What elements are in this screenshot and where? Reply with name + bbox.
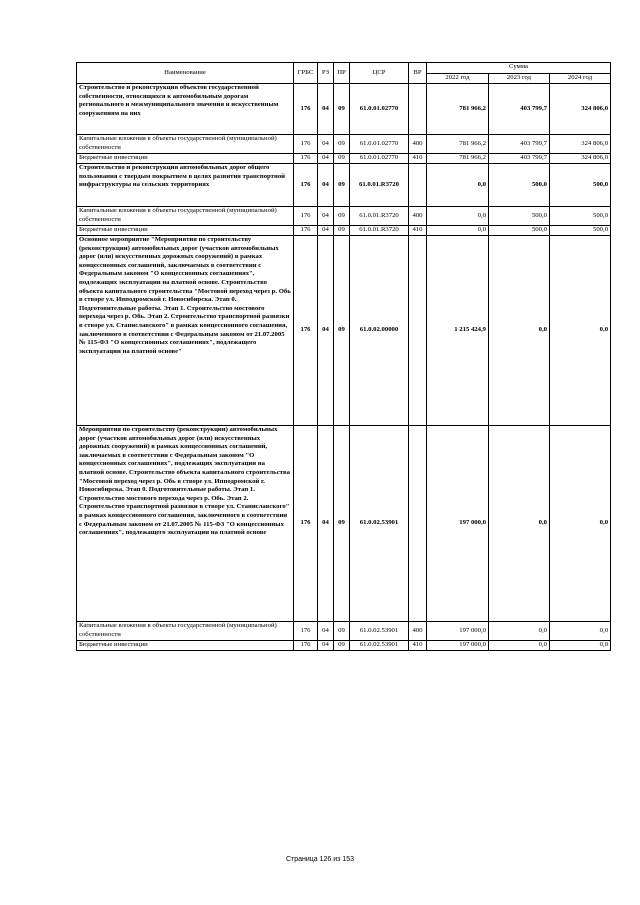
cell-rz: 04 <box>318 207 334 226</box>
table-row <box>77 622 611 641</box>
cell-2024: 0,0 <box>550 641 611 651</box>
col-header-vr: ВР <box>409 63 427 84</box>
cell-2023: 0,0 <box>489 426 550 622</box>
cell-pr: 09 <box>334 236 350 426</box>
cell-csr: 61.0.01.R3720 <box>350 207 409 226</box>
cell-pr: 09 <box>334 135 350 154</box>
cell-name: Бюджетные инвестиции <box>77 641 294 651</box>
cell-2023: 0,0 <box>489 236 550 426</box>
cell-rz: 04 <box>318 622 334 641</box>
cell-csr: 61.0.01.02770 <box>350 84 409 135</box>
cell-rz: 04 <box>318 236 334 426</box>
cell-2022: 197 000,0 <box>427 426 489 622</box>
cell-grbs: 176 <box>294 236 318 426</box>
cell-2023: 403 799,7 <box>489 154 550 164</box>
cell-2023: 500,0 <box>489 207 550 226</box>
cell-grbs: 176 <box>294 622 318 641</box>
cell-2022: 197 000,0 <box>427 622 489 641</box>
cell-grbs: 176 <box>294 135 318 154</box>
col-header-csr: ЦСР <box>350 63 409 84</box>
cell-2024: 324 806,0 <box>550 135 611 154</box>
cell-2022: 781 966,2 <box>427 135 489 154</box>
cell-vr <box>409 164 427 207</box>
cell-2023: 500,0 <box>489 226 550 236</box>
cell-vr: 410 <box>409 641 427 651</box>
cell-2023: 0,0 <box>489 641 550 651</box>
cell-grbs: 176 <box>294 154 318 164</box>
cell-name: Строительство и реконструкция автомобильных дорог общего пользования с твердым покрытием в целях развития транспортной инфраструктуры на сельских территориях <box>77 164 294 207</box>
cell-rz: 04 <box>318 164 334 207</box>
budget-table <box>76 62 611 651</box>
cell-rz: 04 <box>318 641 334 651</box>
cell-pr: 09 <box>334 622 350 641</box>
cell-2024: 500,0 <box>550 164 611 207</box>
cell-2024: 500,0 <box>550 207 611 226</box>
cell-2022: 0,0 <box>427 164 489 207</box>
cell-pr: 09 <box>334 426 350 622</box>
cell-vr <box>409 236 427 426</box>
cell-name: Строительство и реконструкция объектов государственной собственности, относящихся к автомобильным дорогам регионального и межмуниципального значения и искусственным сооружениям на них <box>77 84 294 135</box>
table-row <box>77 226 611 236</box>
cell-grbs: 176 <box>294 641 318 651</box>
table-row <box>77 207 611 226</box>
cell-vr: 410 <box>409 226 427 236</box>
cell-csr: 61.0.01.02770 <box>350 154 409 164</box>
cell-pr: 09 <box>334 84 350 135</box>
cell-2023: 403 799,7 <box>489 135 550 154</box>
cell-pr: 09 <box>334 207 350 226</box>
cell-csr: 61.0.02.00000 <box>350 236 409 426</box>
cell-name: Бюджетные инвестиции <box>77 154 294 164</box>
cell-pr: 09 <box>334 154 350 164</box>
cell-2024: 0,0 <box>550 236 611 426</box>
cell-2024: 0,0 <box>550 622 611 641</box>
cell-csr: 61.0.02.53901 <box>350 622 409 641</box>
cell-rz: 04 <box>318 226 334 236</box>
cell-name: Капитальные вложения в объекты государственной (муниципальной) собственности <box>77 135 294 154</box>
col-header-sum: Сумма <box>427 63 611 74</box>
cell-rz: 04 <box>318 426 334 622</box>
cell-vr <box>409 426 427 622</box>
cell-vr: 400 <box>409 207 427 226</box>
table-row <box>77 135 611 154</box>
cell-2024: 500,0 <box>550 226 611 236</box>
cell-name: Основное мероприятие "Мероприятия по строительству (реконструкции) автомобильных дорог (участков автомобильных дорог (или) искусственных дорожных сооружений) в рамках концессионных соглашений, заключаемых в соответствии с Федеральным законом "О концессионных соглашениях", подлежащих эксплуатации на платной основе. Строительство объекта капитального строительства "Мостовой переход через р. Обь в створе ул. Ипподромской г. Новосибирска. Этап 0. Подготовительные работы. Этап 1. Строительство мостового перехода через р. Обь. Этап 2. Строительство транспортной развязки в створе ул. Станиславского" в рамках концессионного соглашения, заключенного в соответствии с Федеральным законом от 21.07.2005 № 115-ФЗ "О концессионных соглашениях", подлежащего эксплуатации на платной основе" <box>77 236 294 426</box>
cell-csr: 61.0.01.02770 <box>350 135 409 154</box>
table-row <box>77 164 611 207</box>
cell-vr <box>409 84 427 135</box>
cell-2023: 403 799,7 <box>489 84 550 135</box>
cell-2024: 324 806,0 <box>550 84 611 135</box>
cell-name: Мероприятия по строительству (реконструкции) автомобильных дорог (участков автомобильных дорог (или) искусственных дорожных сооружений) в рамках концессионных соглашений, заключаемых в соответствии с Федеральным законом "О концессионных соглашениях", подлежащих эксплуатации на платной основе. Строительство объекта капитального строительства "Мостовой переход через р. Обь в створе ул. Ипподромской г. Новосибирска. Этап 0. Подготовительные работы. Этап 1. Строительство мостового перехода через р. Обь. Этап 2. Строительство транспортной развязки в створе ул. Станиславского" в рамках концессионного соглашения, заключенного в соответствии с Федеральным законом от 21.07.2005 № 115-ФЗ "О концессионных соглашениях", подлежащего эксплуатации на платной основе <box>77 426 294 622</box>
cell-csr: 61.0.02.53901 <box>350 641 409 651</box>
table-row <box>77 426 611 622</box>
cell-csr: 61.0.01.R3720 <box>350 226 409 236</box>
cell-2022: 781 966,2 <box>427 84 489 135</box>
cell-vr: 410 <box>409 154 427 164</box>
table-header <box>77 63 611 84</box>
col-header-2022: 2022 год <box>427 73 489 84</box>
cell-2022: 197 000,0 <box>427 641 489 651</box>
cell-rz: 04 <box>318 135 334 154</box>
cell-rz: 04 <box>318 154 334 164</box>
cell-csr: 61.0.01.R3720 <box>350 164 409 207</box>
cell-csr: 61.0.02.53901 <box>350 426 409 622</box>
table-row <box>77 84 611 135</box>
table-row <box>77 154 611 164</box>
table-row <box>77 641 611 651</box>
cell-2024: 324 806,0 <box>550 154 611 164</box>
cell-grbs: 176 <box>294 84 318 135</box>
cell-pr: 09 <box>334 164 350 207</box>
col-header-2023: 2023 год <box>489 73 550 84</box>
cell-name: Капитальные вложения в объекты государственной (муниципальной) собственности <box>77 207 294 226</box>
cell-pr: 09 <box>334 226 350 236</box>
cell-2023: 0,0 <box>489 622 550 641</box>
cell-2024: 0,0 <box>550 426 611 622</box>
cell-grbs: 176 <box>294 426 318 622</box>
cell-2022: 781 966,2 <box>427 154 489 164</box>
cell-2022: 0,0 <box>427 226 489 236</box>
table-row <box>77 236 611 426</box>
table-body <box>77 84 611 651</box>
cell-2022: 0,0 <box>427 207 489 226</box>
cell-grbs: 176 <box>294 164 318 207</box>
col-header-rz: РЗ <box>318 63 334 84</box>
cell-name: Бюджетные инвестиции <box>77 226 294 236</box>
cell-vr: 400 <box>409 622 427 641</box>
cell-grbs: 176 <box>294 207 318 226</box>
cell-grbs: 176 <box>294 226 318 236</box>
col-header-pr: ПР <box>334 63 350 84</box>
cell-2022: 1 215 424,9 <box>427 236 489 426</box>
cell-pr: 09 <box>334 641 350 651</box>
col-header-name: Наименование <box>77 63 294 84</box>
cell-rz: 04 <box>318 84 334 135</box>
col-header-2024: 2024 год <box>550 73 611 84</box>
cell-name: Капитальные вложения в объекты государственной (муниципальной) собственности <box>77 622 294 641</box>
page-number: Страница 126 из 153 <box>285 856 355 863</box>
cell-vr: 400 <box>409 135 427 154</box>
col-header-grbs: ГРБС <box>294 63 318 84</box>
cell-2023: 500,0 <box>489 164 550 207</box>
